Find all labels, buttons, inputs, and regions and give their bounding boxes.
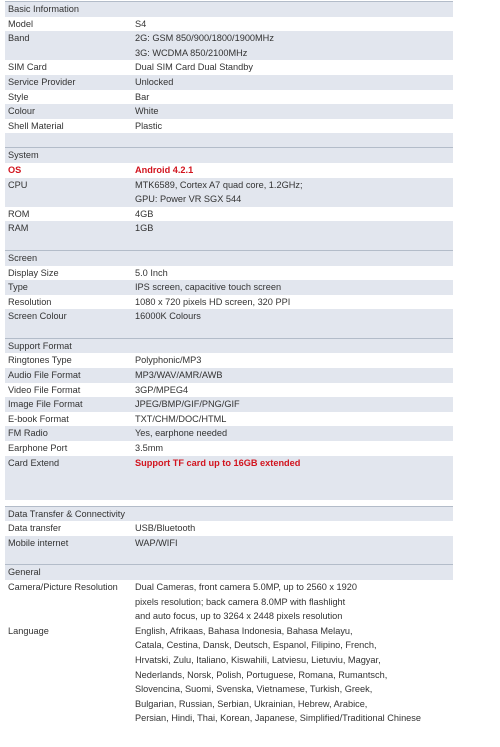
spec-row <box>5 536 453 551</box>
spec-label: Earphone Port <box>8 443 68 454</box>
spec-value: White <box>135 106 159 117</box>
spec-row <box>5 163 453 178</box>
spec-value: 1GB <box>135 223 154 234</box>
spec-row <box>5 624 453 726</box>
spec-table <box>5 0 453 726</box>
spec-row <box>5 580 453 624</box>
spec-label: Style <box>8 91 29 102</box>
spec-label: Camera/Picture Resolution <box>8 582 118 592</box>
section-title: System <box>8 150 39 161</box>
spec-row <box>5 75 453 90</box>
section-header-support-format <box>5 338 453 354</box>
spec-label: Band <box>8 33 30 44</box>
section-header-basic-information <box>5 1 453 17</box>
spec-value: 16000K Colours <box>135 311 201 322</box>
spec-row <box>5 119 453 134</box>
spec-value: Yes, earphone needed <box>135 428 228 439</box>
spec-row <box>5 456 453 500</box>
spec-row <box>5 441 453 456</box>
spec-value: English, Afrikaas, Bahasa Indonesia, Bahasa Melayu, Catala, Cestina, Dansk, Deutsch, Espanol, Filipino, French, Hrvatski, Zulu, Italiano, Kiswahili, Latviesu, Lietuviu, Magyar, Nederlands, Norsk, Polish, Portuguese, Romana, Rumantsch, Slovencina, Suomi, Svenska, Vietnamese, Turkish, Greek, Bulgarian, Russian, Serbian, Ukrainian, Hebrew, Arabice, Persian, Hindi, Thai, Korean, Japanese, Simplified/Traditional Chinese <box>135 625 421 724</box>
spec-label: Colour <box>8 106 36 117</box>
spec-label: CPU <box>8 179 28 190</box>
section-header-general <box>5 564 453 580</box>
section-spacer <box>5 236 453 250</box>
spec-value: 2G: GSM 850/900/1800/1900MHz 3G: WCDMA 850/2100MHz <box>135 33 274 58</box>
spec-value: Support TF card up to 16GB extended <box>135 457 301 468</box>
spec-row <box>5 309 453 324</box>
spec-value: Plastic <box>135 120 163 131</box>
spec-row <box>5 266 453 281</box>
section-title: General <box>8 567 41 578</box>
spec-value: S4 <box>135 18 147 29</box>
spec-row <box>5 104 453 119</box>
spec-label: FM Radio <box>8 428 48 439</box>
spec-value: Unlocked <box>135 76 174 87</box>
spec-row <box>5 31 453 60</box>
section-header-data-transfer <box>5 506 453 522</box>
spec-label: Card Extend <box>8 457 60 468</box>
spec-label: RAM <box>8 223 29 234</box>
spec-row <box>5 397 453 412</box>
spec-label: Display Size <box>8 267 59 278</box>
spec-value: Dual Cameras, front camera 5.0MP, up to 2560 x 1920 pixels resolution; back camera 8.0MP with flashlight and auto focus, up to 3264 x 2448 pixels resolution <box>135 582 357 622</box>
spec-label: Video File Format <box>8 384 81 395</box>
spec-value: Android 4.2.1 <box>135 164 194 175</box>
spec-label: Resolution <box>8 296 52 307</box>
spec-row <box>5 295 453 310</box>
spec-label: Shell Material <box>8 120 64 131</box>
section-spacer <box>5 133 453 147</box>
section-title: Screen <box>8 252 38 263</box>
spec-value: Bar <box>135 91 150 102</box>
spec-label: SIM Card <box>8 62 47 73</box>
section-spacer <box>5 550 453 564</box>
section-title: Data Transfer & Connectivity <box>8 508 125 519</box>
spec-row <box>5 17 453 32</box>
spec-row <box>5 412 453 427</box>
spec-label: Ringtones Type <box>8 355 72 366</box>
spec-value: Dual SIM Card Dual Standby <box>135 62 253 73</box>
spec-label: Service Provider <box>8 76 76 87</box>
section-title: Basic Information <box>8 4 79 14</box>
spec-value: TXT/CHM/DOC/HTML <box>135 413 227 424</box>
spec-value: IPS screen, capacitive touch screen <box>135 282 282 293</box>
spec-label: Image File Format <box>8 399 83 410</box>
spec-value: 5.0 Inch <box>135 267 168 278</box>
spec-value: MTK6589, Cortex A7 quad core, 1.2GHz; GPU: Power VR SGX 544 <box>135 179 303 205</box>
spec-row <box>5 426 453 441</box>
spec-label: E-book Format <box>8 413 69 424</box>
spec-row <box>5 221 453 236</box>
spec-value: 4GB <box>135 208 154 219</box>
spec-value: WAP/WIFI <box>135 537 178 548</box>
spec-label: Type <box>8 282 28 293</box>
section-spacer <box>5 324 453 338</box>
spec-label: Language <box>8 625 49 636</box>
spec-row <box>5 207 453 222</box>
spec-value: Polyphonic/MP3 <box>135 355 202 366</box>
spec-value: MP3/WAV/AMR/AWB <box>135 370 223 381</box>
spec-label: OS <box>8 164 22 175</box>
spec-label: ROM <box>8 208 30 219</box>
spec-row <box>5 383 453 398</box>
spec-value: 3.5mm <box>135 443 164 454</box>
spec-row <box>5 280 453 295</box>
spec-row <box>5 60 453 75</box>
spec-label: Screen Colour <box>8 311 67 322</box>
spec-row <box>5 353 453 368</box>
spec-row <box>5 368 453 383</box>
section-title: Support Format <box>8 340 72 351</box>
spec-label: Data transfer <box>8 523 62 534</box>
spec-row <box>5 90 453 105</box>
spec-value: 1080 x 720 pixels HD screen, 320 PPI <box>135 296 291 307</box>
section-header-screen <box>5 250 453 266</box>
spec-label: Audio File Format <box>8 370 81 381</box>
spec-row <box>5 178 453 207</box>
spec-label: Model <box>8 18 34 29</box>
spec-label: Mobile internet <box>8 537 69 548</box>
spec-value: USB/Bluetooth <box>135 523 196 534</box>
spec-value: 3GP/MPEG4 <box>135 384 189 395</box>
spec-value: JPEG/BMP/GIF/PNG/GIF <box>135 399 240 410</box>
section-header-system <box>5 147 453 163</box>
spec-row <box>5 521 453 536</box>
